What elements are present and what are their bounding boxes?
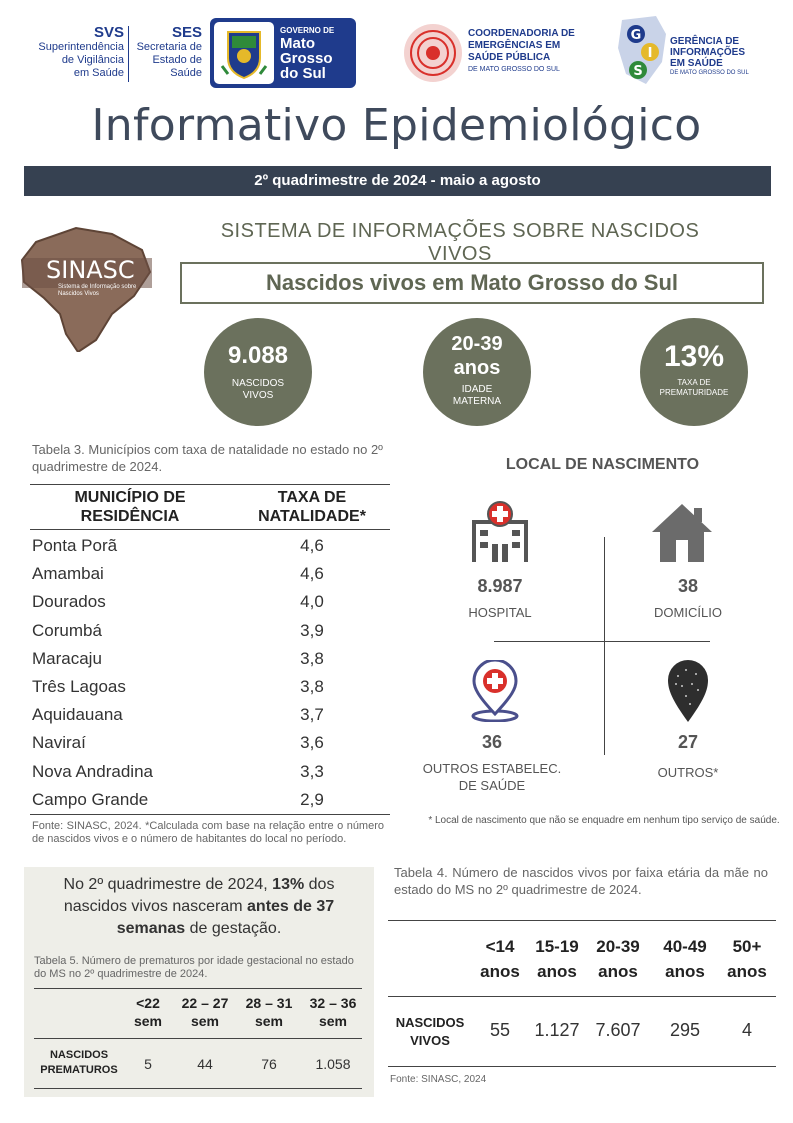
header-line: 15-19 <box>535 937 579 956</box>
gov-line: Mato <box>280 35 315 52</box>
table4-header <box>720 934 774 984</box>
ses-line: Secretaria de <box>136 41 202 53</box>
kpi-label: MATERNA <box>452 396 502 407</box>
coesp-line: EMERGÊNCIAS EM <box>468 40 561 51</box>
table4-row-label <box>388 1014 472 1050</box>
ses-logo <box>132 24 202 80</box>
table4-cell: 7.607 <box>595 1020 641 1040</box>
label-line: DE SAÚDE <box>458 778 526 793</box>
statement-part: de gestação. <box>185 920 282 937</box>
header-line: 40-49 <box>663 937 707 956</box>
health-location-icon <box>470 660 520 722</box>
municipio-name: Corumbá <box>32 620 102 640</box>
local-value-hospital: 8.987 <box>477 576 523 596</box>
local-title: LOCAL DE NASCIMENTO <box>505 456 700 473</box>
svg-text:G: G <box>630 28 642 43</box>
table3-header-taxa <box>234 488 390 526</box>
page-title: Informativo Epidemiológico <box>91 100 702 151</box>
label-line: OUTROS ESTABELEC. <box>422 761 562 776</box>
table5-cell: 5 <box>144 1056 152 1072</box>
system-title: SISTEMA DE INFORMAÇÕES SOBRE NASCIDOS VIVOS <box>220 220 700 265</box>
gis-line: GERÊNCIA DE <box>670 36 740 47</box>
header-line: anos <box>598 962 638 981</box>
header-line: NATALIDADE* <box>258 508 366 525</box>
table4-mid-rule <box>388 996 776 997</box>
natalidade-value: 3,8 <box>300 677 324 696</box>
label-line: VIVOS <box>410 1033 450 1048</box>
kpi-label: NASCIDOS <box>231 378 285 389</box>
natalidade-value: 3,6 <box>300 733 324 753</box>
header-line: 32 – 36 <box>309 995 357 1011</box>
quadrant-divider-horizontal <box>494 641 710 642</box>
local-label-hospital: HOSPITAL <box>468 605 532 620</box>
header-line: 28 – 31 <box>245 995 293 1011</box>
svs-logo <box>14 24 124 80</box>
table4-header <box>528 934 586 984</box>
header-line: 20-39 <box>596 937 640 956</box>
coesp-sub: DE MATO GROSSO DO SUL <box>468 66 560 73</box>
gis-text <box>670 36 745 69</box>
table5-header <box>302 994 364 1030</box>
municipio-name: Campo Grande <box>32 789 149 809</box>
sinasc-logo <box>16 222 156 352</box>
label-line: NASCIDOS <box>49 1049 109 1061</box>
table5-top-rule <box>34 988 362 989</box>
svg-text:S: S <box>633 64 643 79</box>
kpi-births-circle <box>204 318 312 426</box>
kpi-value: anos <box>453 357 501 379</box>
ses-line: Saúde <box>170 67 202 79</box>
table3-caption: Tabela 3. Municípios com taxa de natalidade no estado no 2º quadrimestre de 2024. <box>32 442 383 474</box>
svs-line: Superintendência <box>38 41 124 53</box>
coesp-line: SAÚDE PÚBLICA <box>468 52 551 63</box>
kpi-prematurity-circle <box>640 318 748 426</box>
kpi-value: 13% <box>663 340 725 373</box>
natalidade-value: 2,9 <box>300 789 324 809</box>
table4-header <box>652 934 718 984</box>
municipio-name: Maracaju <box>32 648 102 668</box>
table5-mid-rule <box>34 1038 362 1039</box>
gov-line: Grosso <box>280 50 333 67</box>
header-line: 50+ <box>732 937 762 956</box>
coesp-line: COORDENADORIA DE <box>468 28 575 39</box>
header-line: anos <box>537 962 577 981</box>
table-row <box>30 786 390 814</box>
local-label-domicilio: DOMICÍLIO <box>654 605 722 620</box>
coesp-logo <box>402 20 592 86</box>
header-line: <14 <box>485 937 515 956</box>
header-line: sem <box>190 1013 220 1029</box>
gov-small: GOVERNO DE <box>280 26 335 35</box>
table-row <box>30 645 390 673</box>
table5-cell: 1.058 <box>315 1056 351 1072</box>
sinasc-name: SINASC <box>46 256 135 284</box>
table-row <box>30 532 390 560</box>
kpi-value: 20-39 <box>451 333 503 355</box>
coesp-text <box>468 28 575 64</box>
table4-header <box>586 934 650 984</box>
kpi-maternal-age-circle <box>423 318 531 426</box>
header-line: sem <box>318 1013 348 1029</box>
kpi-label: PREMATURIDADE <box>659 388 729 397</box>
gis-line: EM SAÚDE <box>670 58 723 69</box>
prematuros-statement <box>34 874 364 940</box>
local-footnote: * Local de nascimento que não se enquadre em nenhum tipo serviço de saúde. <box>428 815 780 826</box>
map-pin-icon <box>666 660 710 724</box>
gov-ms-logo <box>210 18 356 88</box>
label-line: PREMATUROS <box>40 1064 118 1076</box>
kpi-label: TAXA DE <box>677 378 711 387</box>
table4-source: Fonte: SINASC, 2024 <box>390 1074 487 1085</box>
svg-text:I: I <box>647 46 653 61</box>
table4 <box>388 920 776 1068</box>
table4-cell: 55 <box>489 1020 511 1040</box>
quadrant-divider-vertical <box>604 537 605 755</box>
svs-line: de Vigilância <box>61 54 124 66</box>
statement-highlight: antes de 37 semanas <box>116 898 335 937</box>
local-value-outros-estabelec: 36 <box>481 732 503 752</box>
table-row <box>30 617 390 645</box>
table-row <box>30 673 390 701</box>
header-line: RESIDÊNCIA <box>80 508 180 525</box>
statement-part: dos nascidos vivos nasceram <box>63 876 335 915</box>
natalidade-value: 4,6 <box>300 564 324 584</box>
header-line: anos <box>480 962 520 981</box>
table4-cell: 4 <box>741 1020 752 1040</box>
gis-sub: DE MATO GROSSO DO SUL <box>670 70 749 76</box>
local-value-domicilio: 38 <box>677 576 699 596</box>
table4-cell: 1.127 <box>534 1020 580 1040</box>
municipio-name: Ponta Porã <box>32 536 118 555</box>
gis-map-icon <box>616 14 670 86</box>
statement-highlight: 13% <box>272 876 305 893</box>
house-icon <box>650 500 714 564</box>
hospital-icon <box>468 500 532 564</box>
ses-abbr: SES <box>171 24 202 41</box>
kpi-label: VIVOS <box>242 390 274 401</box>
header-line: TAXA DE <box>277 489 347 506</box>
municipio-name: Naviraí <box>32 733 86 753</box>
natalidade-value: 4,6 <box>300 536 324 555</box>
svs-line: em Saúde <box>73 67 124 79</box>
header-line: anos <box>665 962 705 981</box>
table5-header <box>174 994 236 1030</box>
table4-caption: Tabela 4. Número de nascidos vivos por faixa etária da mãe no estado do MS no 2º quadrimestre de 2024. <box>394 865 768 897</box>
table3-header <box>30 484 390 530</box>
natalidade-value: 3,7 <box>300 705 324 725</box>
municipio-name: Três Lagoas <box>32 677 126 696</box>
header-line: MUNICÍPIO DE <box>74 489 186 506</box>
local-value-outros: 27 <box>677 732 699 752</box>
header-line: <22 <box>136 995 160 1011</box>
natalidade-value: 4,0 <box>300 592 324 612</box>
table4-cell: 295 <box>669 1020 701 1040</box>
table-row <box>30 729 390 757</box>
header-line: sem <box>254 1013 284 1029</box>
table5-row-label <box>34 1048 124 1078</box>
ses-line: Estado de <box>152 54 202 66</box>
table-row <box>30 758 390 786</box>
local-label-outros: OUTROS* <box>657 765 719 780</box>
section-subtitle: Nascidos vivos em Mato Grosso do Sul <box>180 262 764 304</box>
emergency-target-icon <box>402 22 464 84</box>
ms-crest-icon <box>214 22 274 84</box>
municipio-name: Amambai <box>32 564 104 584</box>
table-row <box>30 701 390 729</box>
natalidade-value: 3,9 <box>300 620 324 640</box>
gov-line: do Sul <box>280 65 326 82</box>
label-line: NASCIDOS <box>395 1015 465 1030</box>
natalidade-value: 3,8 <box>300 648 324 668</box>
table5 <box>34 988 362 1090</box>
municipio-name: Dourados <box>32 592 106 612</box>
municipio-name: Nova Andradina <box>32 761 153 781</box>
kpi-value: 9.088 <box>227 342 289 369</box>
table4-bottom-rule <box>388 1066 776 1067</box>
table5-bottom-rule <box>34 1088 362 1089</box>
local-label-outros-estabelec <box>420 760 564 794</box>
header-line: anos <box>727 962 767 981</box>
natalidade-value: 3,3 <box>300 761 324 781</box>
kpi-label: IDADE <box>461 384 493 395</box>
table5-header <box>126 994 170 1030</box>
gis-line: INFORMAÇÕES <box>670 47 745 58</box>
period-banner: 2º quadrimestre de 2024 - maio a agosto <box>24 166 771 196</box>
sinasc-sub: Sistema de Informação sobre Nascidos Vivos <box>58 284 137 297</box>
table3-header-municipio <box>30 488 230 526</box>
table5-cell: 76 <box>261 1056 277 1072</box>
table4-header <box>472 934 528 984</box>
gis-logo <box>616 14 776 86</box>
table-row <box>30 560 390 588</box>
table5-header <box>238 994 300 1030</box>
table4-top-rule <box>388 920 776 921</box>
table-row <box>30 588 390 616</box>
logo-divider <box>128 26 129 82</box>
table5-cell: 44 <box>197 1056 213 1072</box>
header-line: sem <box>133 1013 163 1029</box>
municipio-name: Aquidauana <box>32 705 123 725</box>
svs-abbr: SVS <box>93 24 124 41</box>
table3-bottom-rule <box>30 814 390 815</box>
header-line: 22 – 27 <box>181 995 229 1011</box>
statement-part: No 2º quadrimestre de 2024, <box>63 876 273 893</box>
table5-caption: Tabela 5. Número de prematuros por idade gestacional no estado do MS no 2º quadrimestre de 2024. <box>34 955 354 980</box>
table3-source: Fonte: SINASC, 2024. *Calculada com base na relação entre o número de nascidos vivos e o número de habitantes do local no período. <box>32 820 384 845</box>
gov-state-name <box>280 36 333 81</box>
